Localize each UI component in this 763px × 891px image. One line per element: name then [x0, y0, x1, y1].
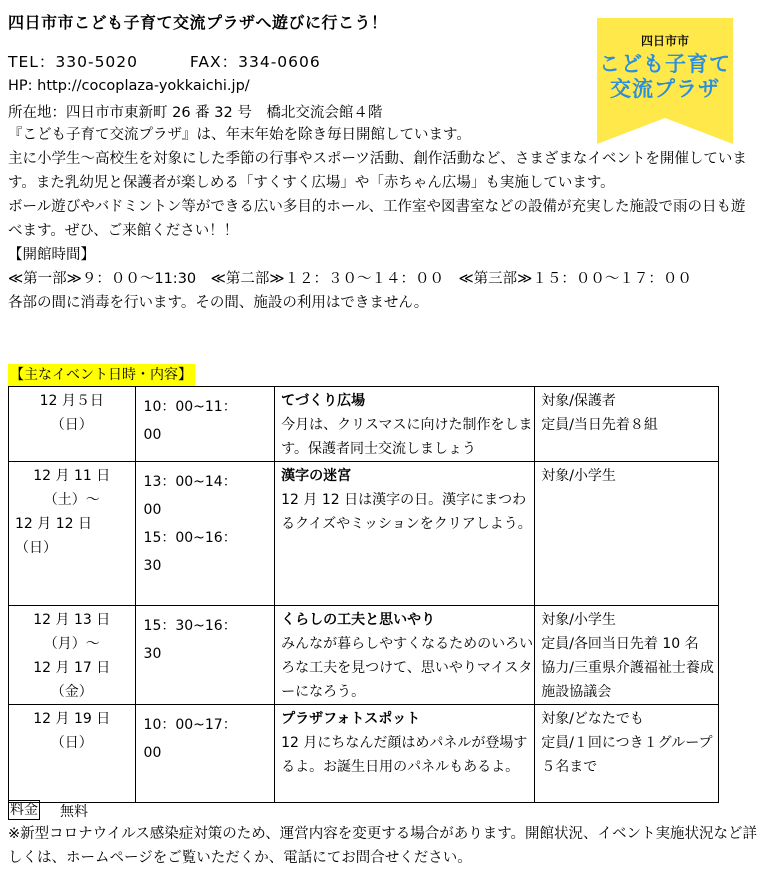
event-desc-cell — [275, 462, 535, 606]
event-time-line: 30 — [143, 646, 162, 662]
event-time-cell — [135, 462, 275, 606]
event-target-line: 定員/当日先着８組 — [541, 417, 658, 433]
event-date — [9, 606, 135, 704]
event-title: てづくり広場 — [281, 393, 366, 409]
event-date-line: 12 月 11 日 — [33, 468, 111, 484]
event-date-cell — [9, 606, 136, 705]
hours-schedule: ≪第一部≫９：００～11:30 ≪第二部≫１２：３０～１４：００ ≪第三部≫１５：００～１７：００ — [8, 271, 692, 287]
event-time-line: 10：00~11： — [143, 399, 237, 415]
intro-line-2: 主に小学生～高校生を対象にした季節の行事やスポーツ活動、創作活動など、さまざまなイベントを開催しています。また乳幼児と保護者が楽しめる「すくすく広場」や「赤ちゃん広場」も実施しています。 — [8, 151, 747, 191]
event-date — [9, 705, 135, 755]
event-title: くらしの工夫と思いやり — [281, 612, 436, 628]
event-target — [535, 462, 718, 488]
event-time-line: 15：30~16： — [143, 618, 237, 634]
event-date-line: 12 月５日 — [39, 393, 104, 409]
event-desc-text: 今月は、クリスマスに向けた制作をします。保護者同士交流しましょう — [281, 417, 533, 457]
event-target-line: 協力/三重県介護福祉士養成施設協議会 — [541, 660, 714, 700]
event-desc-text: 12 月にちなんだ顔はめパネルが登場するよ。お誕生日用のパネルもあるよ。 — [281, 735, 528, 775]
event-time — [136, 606, 275, 668]
fee-label: 料金 — [10, 802, 38, 818]
event-target-line: 対象/小学生 — [541, 468, 616, 484]
event-desc-cell — [275, 606, 535, 705]
event-date-line: （日） — [15, 540, 57, 556]
logo-title-line2: 交流プラザ — [610, 77, 720, 101]
event-target — [535, 387, 718, 437]
event-time-line: 00 — [143, 745, 162, 761]
event-target-line: 定員/各回当日先着 10 名 — [541, 636, 699, 652]
event-target-line: 対象/保護者 — [541, 393, 616, 409]
event-date-line: 12 月 13 日 — [33, 612, 111, 628]
event-time-cell — [135, 705, 275, 803]
event-time-line: 00 — [143, 502, 162, 518]
event-time-line: 00 — [143, 427, 162, 443]
event-date-line: （日） — [50, 417, 93, 433]
fee-value: 無料 — [60, 804, 88, 820]
contact-address: 所在地：四日市市東新町 26 番 32 号 橋北交流会館４階 — [8, 105, 383, 121]
event-date-line: 12 月 17 日 — [33, 660, 111, 676]
event-date-line: （日） — [50, 735, 93, 751]
logo-city-text: 四日市市 — [640, 34, 689, 48]
event-desc-cell — [275, 387, 535, 462]
events-table — [8, 386, 719, 803]
event-desc-text: 12 月 12 日は漢字の日。漢字にまつわるクイズやミッションをクリアしよう。 — [281, 492, 532, 532]
event-title: プラザフォトスポット — [281, 711, 421, 727]
event-target — [535, 606, 718, 704]
event-date-line: （土）～ — [43, 492, 100, 508]
event-desc-text: みんなが暮らしやすくなるためのいろいろな工夫を見つけて、思いやりマイスターになろう。 — [281, 636, 534, 700]
event-title: 漢字の迷宮 — [281, 468, 352, 484]
event-description — [275, 606, 534, 704]
event-time — [136, 705, 275, 767]
event-description — [275, 705, 534, 779]
page-title: 四日市市こども子育て交流プラザへ遊びに行こう！ — [8, 13, 388, 32]
intro-paragraphs — [8, 123, 756, 315]
event-description — [275, 387, 534, 461]
event-desc-cell — [275, 705, 535, 803]
event-time — [136, 387, 275, 449]
logo-title-text — [597, 52, 733, 102]
event-target-line: 対象/どなたでも — [541, 711, 644, 727]
contact-fax: FAX：334-0606 — [189, 53, 321, 71]
event-time — [136, 462, 275, 580]
table-row — [9, 462, 719, 606]
event-time-line: 30 — [143, 558, 162, 574]
intro-line-3: ボール遊びやバドミントン等ができる広い多目的ホール、工作室や図書室などの設備が充実した施設で雨の日も遊べます。ぜひ、ご来館ください！！ — [8, 199, 746, 239]
event-date-line: （月）～ — [43, 636, 100, 652]
event-target-cell — [535, 705, 719, 803]
event-date-line: 12 月 19 日 — [33, 711, 111, 727]
event-target-cell — [535, 606, 719, 705]
footer-note: ※新型コロナウイルス感染症対策のため、運営内容を変更する場合があります。開館状況、イベント実施状況など詳しくは、ホームページをご覧いただくか、電話にてお問合せください。 — [8, 826, 758, 866]
table-row — [9, 705, 719, 803]
event-date-line: （金） — [50, 684, 93, 700]
event-date-cell — [9, 705, 136, 803]
table-row — [9, 387, 719, 462]
event-target-line: 定員/１回につき１グループ５名まで — [541, 735, 713, 775]
event-target-line: 対象/小学生 — [541, 612, 616, 628]
contact-tel: TEL：330-5020 — [8, 53, 139, 71]
event-time-cell — [135, 387, 275, 462]
event-date — [9, 387, 135, 437]
logo-title-line1: こども子育て — [599, 52, 731, 76]
event-time-line: 15：00~16： — [143, 530, 237, 546]
intro-line-1: 『こども子育て交流プラザ』は、年末年始を除き毎日開館しています。 — [8, 127, 471, 143]
event-time-cell — [135, 606, 275, 705]
event-date-cell — [9, 462, 136, 606]
event-date-cell — [9, 387, 136, 462]
event-time-line: 10：00~17： — [143, 717, 237, 733]
contact-homepage[interactable]: HP: http://cocoplaza-yokkaichi.jp/ — [8, 78, 250, 94]
event-date-line: 12 月 12 日 — [15, 516, 92, 532]
event-date — [9, 462, 135, 560]
event-time-line: 13：00~14： — [143, 474, 237, 490]
event-description — [275, 462, 534, 536]
event-target — [535, 705, 718, 779]
events-heading: 【主なイベント日時・内容】 — [8, 364, 195, 386]
hours-heading: 【開館時間】 — [8, 247, 95, 263]
contact-phone-row — [8, 50, 321, 72]
event-target-cell — [535, 462, 719, 606]
event-target-cell — [535, 387, 719, 462]
table-row — [9, 606, 719, 705]
hours-note: 各部の間に消毒を行います。その間、施設の利用はできません。 — [8, 295, 429, 311]
